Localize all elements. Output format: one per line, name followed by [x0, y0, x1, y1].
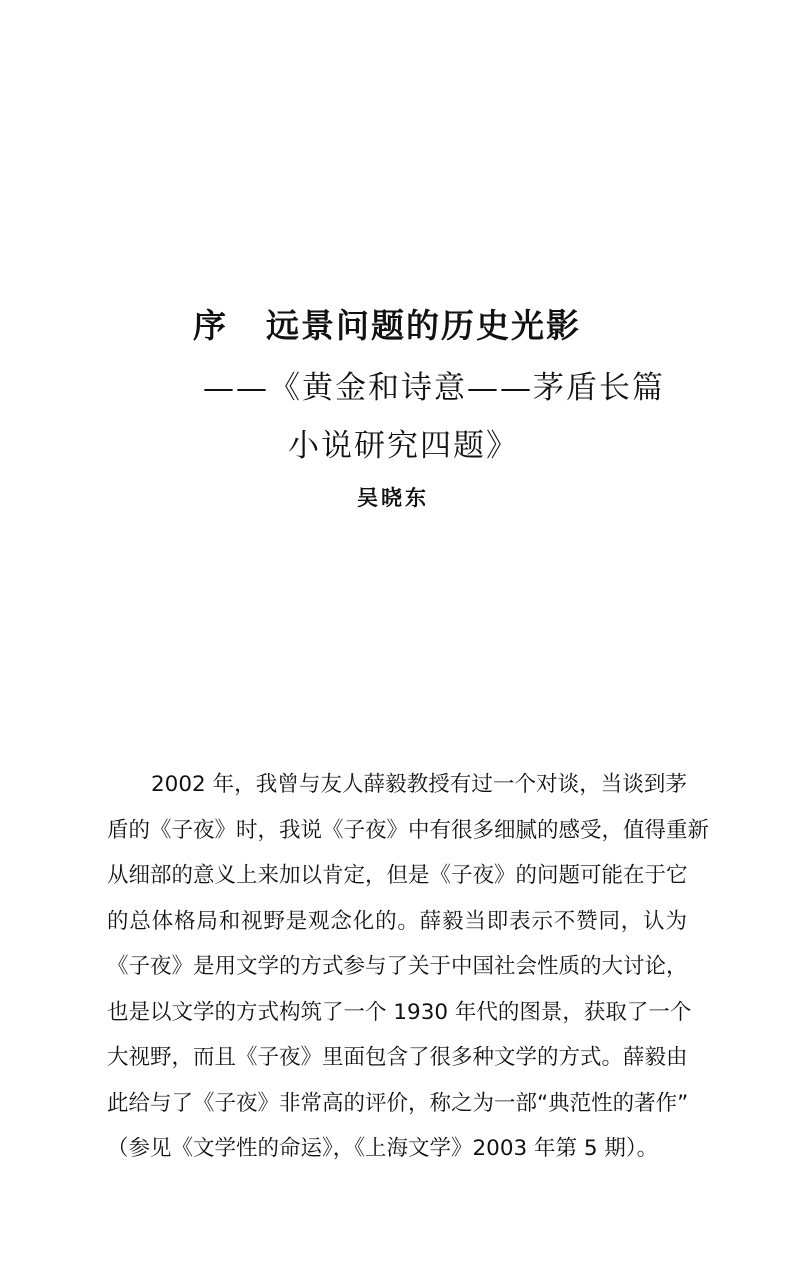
subtitle-line-2: 小说研究四题》 [288, 428, 519, 464]
paragraph-line: 的总体格局和视野是观念化的。薛毅当即表示不赞同，认为 [107, 908, 687, 934]
preface-label: 序 [193, 306, 228, 345]
paragraph-line: （参见《文学性的命运》，《上海文学》2003 年第 5 期）。 [107, 1136, 659, 1161]
author-name: 吴晓东 [357, 486, 429, 510]
body-paragraph [107, 762, 710, 1172]
paragraph-line: 大视野，而且《子夜》里面包含了很多种文学的方式。薛毅由 [107, 1045, 688, 1070]
paragraph-line: 《子夜》是用文学的方式参与了关于中国社会性质的大讨论， [107, 954, 688, 979]
essay-title: 远景问题的历史光影 [266, 306, 581, 345]
paragraph-line: 此给与了《子夜》非常高的评价，称之为一部“典范性的著作” [107, 1090, 689, 1116]
paragraph-line: 盾的《子夜》时，我说《子夜》中有很多细腻的感受，值得重新 [107, 817, 710, 843]
paragraph-line: 从细部的意义上来加以肯定，但是《子夜》的问题可能在于它 [107, 863, 688, 888]
main-title [193, 300, 581, 347]
subtitle-line-1: ——《黄金和诗意——茅盾长篇 [203, 370, 665, 406]
paragraph-line: 也是以文学的方式构筑了一个 1930 年代的图景，获取了一个 [107, 999, 692, 1025]
paragraph-line: 2002 年，我曾与友人薛毅教授有过一个对谈，当谈到茅 [151, 772, 687, 797]
